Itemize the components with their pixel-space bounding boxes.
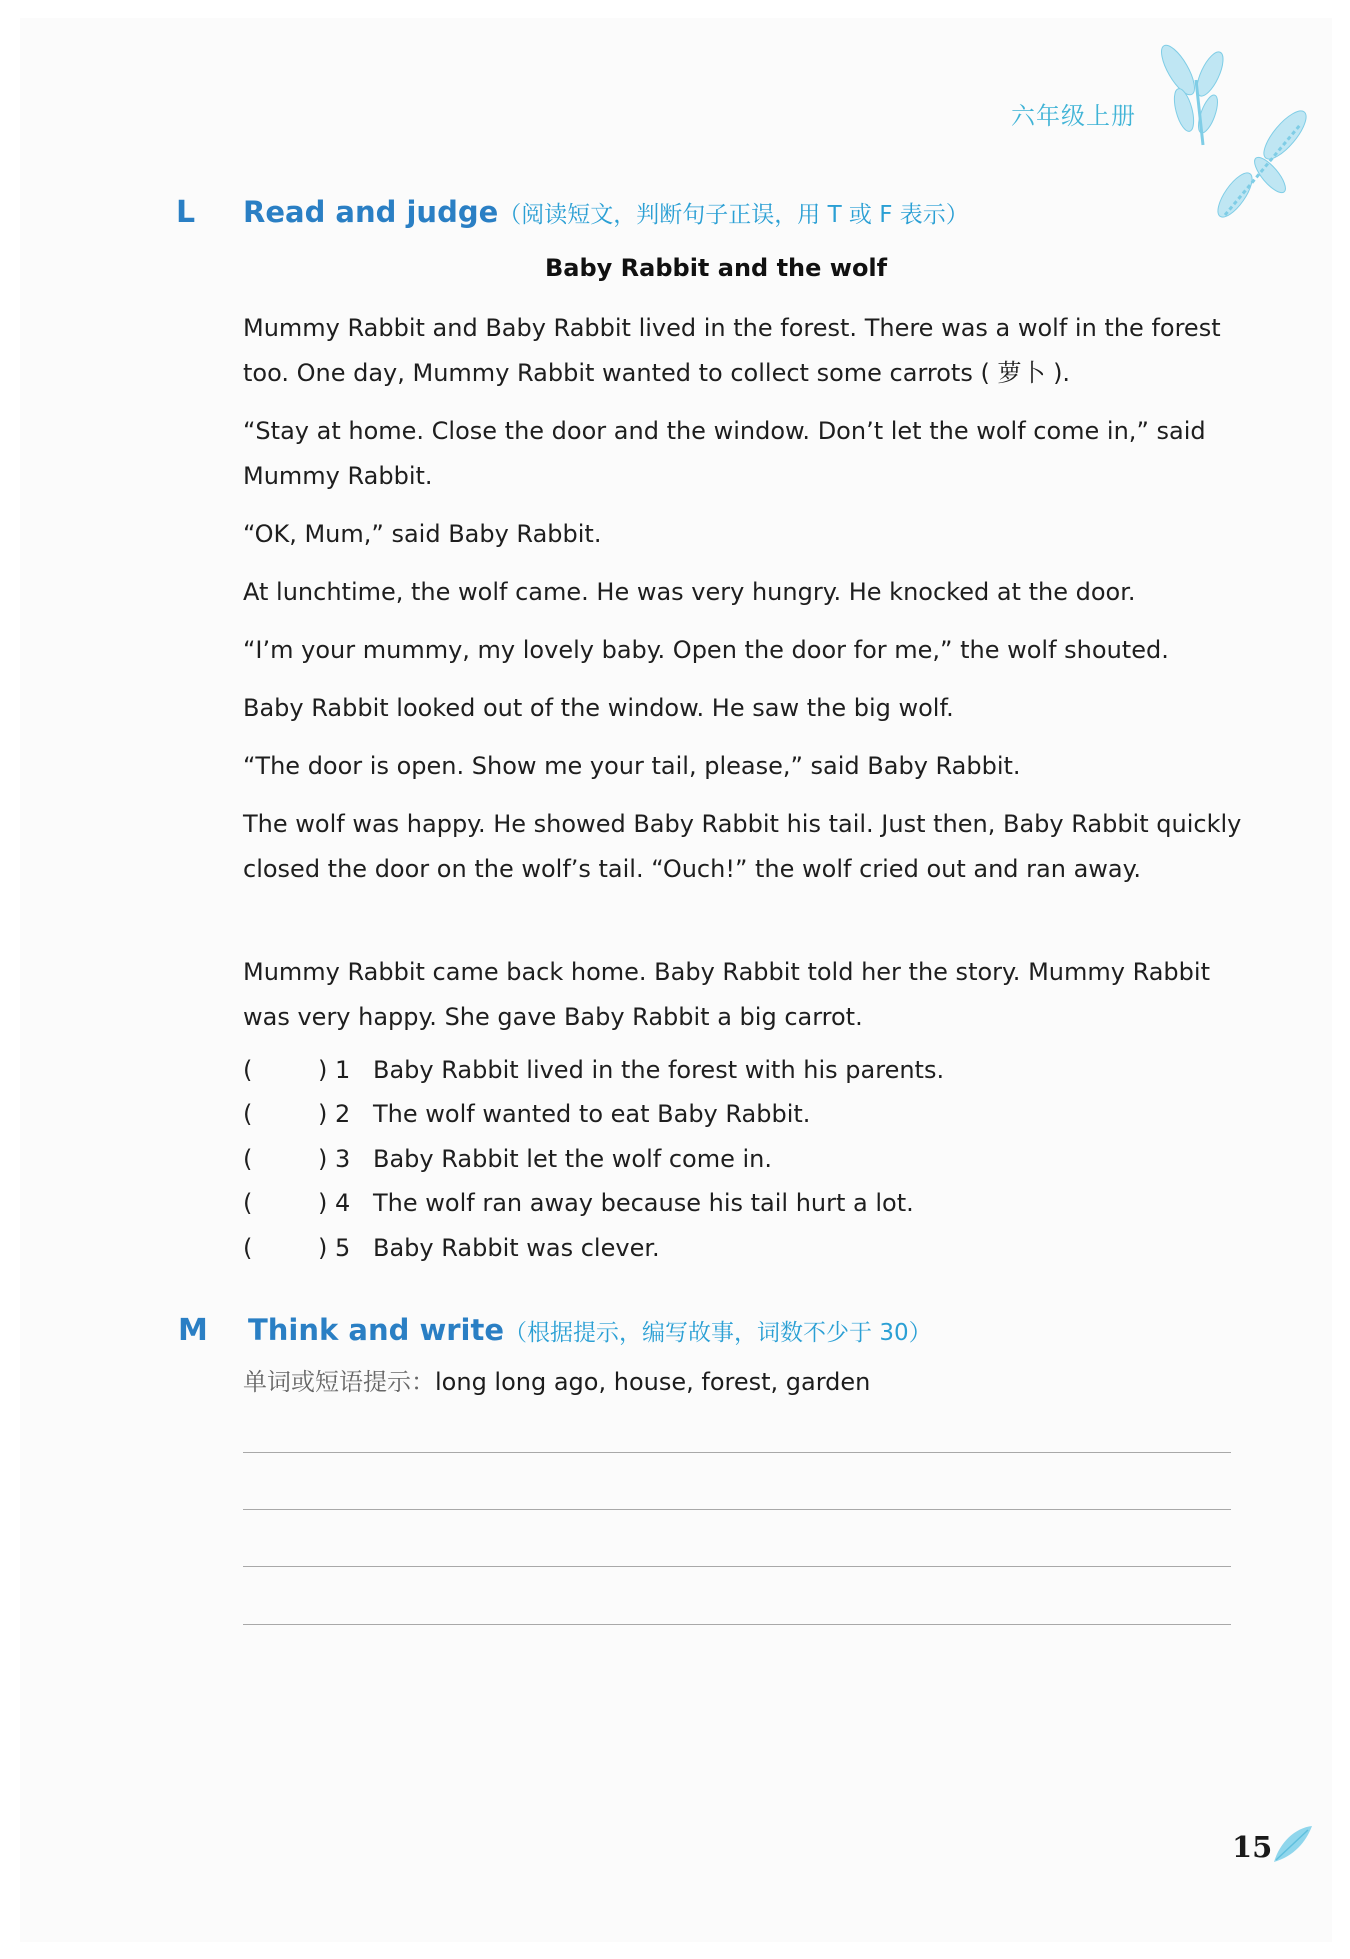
- hint-words: long long ago, house, forest, garden: [435, 1368, 871, 1396]
- writing-line[interactable]: [243, 1509, 1231, 1510]
- dragonfly-icon: [1205, 105, 1315, 225]
- writing-line[interactable]: [243, 1566, 1231, 1567]
- question-text: The wolf ran away because his tail hurt a lot.: [373, 1189, 914, 1217]
- grade-label: 六年级上册: [1011, 102, 1136, 130]
- section-m-header: [248, 1313, 932, 1347]
- question-text: Baby Rabbit let the wolf come in.: [373, 1145, 772, 1173]
- section-letter-m: M: [178, 1313, 208, 1348]
- story-paragraph: Mummy Rabbit came back home. Baby Rabbit told her the story. Mummy Rabbit was very happy. She gave Baby Rabbit a big carrot.: [243, 958, 1210, 1031]
- leaf-icon: [1270, 1822, 1315, 1867]
- story-paragraph: “Stay at home. Close the door and the window. Don’t let the wolf come in,” said Mummy Rabbit.: [243, 417, 1206, 490]
- story-paragraph: At lunchtime, the wolf came. He was very hungry. He knocked at the door.: [243, 578, 1136, 606]
- story-paragraph: The wolf was happy. He showed Baby Rabbit his tail. Just then, Baby Rabbit quickly closed the door on the wolf’s tail. “Ouch!” the wolf cried out and ran away.: [243, 810, 1242, 883]
- story-title: Baby Rabbit and the wolf: [545, 254, 888, 282]
- answer-open-paren[interactable]: (: [243, 1189, 253, 1217]
- question-text: Baby Rabbit was clever.: [373, 1234, 660, 1262]
- question-number: ) 4: [318, 1189, 351, 1217]
- hint-line: [243, 1362, 870, 1397]
- page-number: 15: [1232, 1830, 1273, 1864]
- hint-label: 单词或短语提示：: [243, 1368, 435, 1396]
- section-m-title: Think and write: [248, 1313, 505, 1347]
- question-text: The wolf wanted to eat Baby Rabbit.: [373, 1100, 811, 1128]
- story-paragraph: “The door is open. Show me your tail, please,” said Baby Rabbit.: [243, 752, 1021, 780]
- section-l-title: Read and judge: [243, 195, 499, 229]
- answer-open-paren[interactable]: (: [243, 1056, 253, 1084]
- answer-open-paren[interactable]: (: [243, 1234, 253, 1262]
- question-number: ) 2: [318, 1100, 351, 1128]
- question-text: Baby Rabbit lived in the forest with his parents.: [373, 1056, 945, 1084]
- section-letter-l: L: [176, 195, 196, 230]
- section-m-instruction: （根据提示，编写故事，词数不少于 30）: [504, 1320, 932, 1346]
- writing-line[interactable]: [243, 1624, 1231, 1625]
- answer-open-paren[interactable]: (: [243, 1145, 253, 1173]
- question-number: ) 5: [318, 1234, 351, 1262]
- section-l-header: [243, 195, 969, 229]
- story-paragraph: Mummy Rabbit and Baby Rabbit lived in the forest. There was a wolf in the forest too. One day, Mummy Rabbit wanted to collect some carrots ( 萝卜 ).: [243, 314, 1221, 387]
- section-l-instruction: （阅读短文，判断句子正误，用 T 或 F 表示）: [498, 202, 969, 228]
- writing-line[interactable]: [243, 1452, 1231, 1453]
- story-paragraph: “I’m your mummy, my lovely baby. Open the door for me,” the wolf shouted.: [243, 636, 1169, 664]
- answer-open-paren[interactable]: (: [243, 1100, 253, 1128]
- story-paragraph: “OK, Mum,” said Baby Rabbit.: [243, 520, 602, 548]
- question-number: ) 3: [318, 1145, 351, 1173]
- story-paragraph: Baby Rabbit looked out of the window. He saw the big wolf.: [243, 694, 954, 722]
- question-number: ) 1: [318, 1056, 351, 1084]
